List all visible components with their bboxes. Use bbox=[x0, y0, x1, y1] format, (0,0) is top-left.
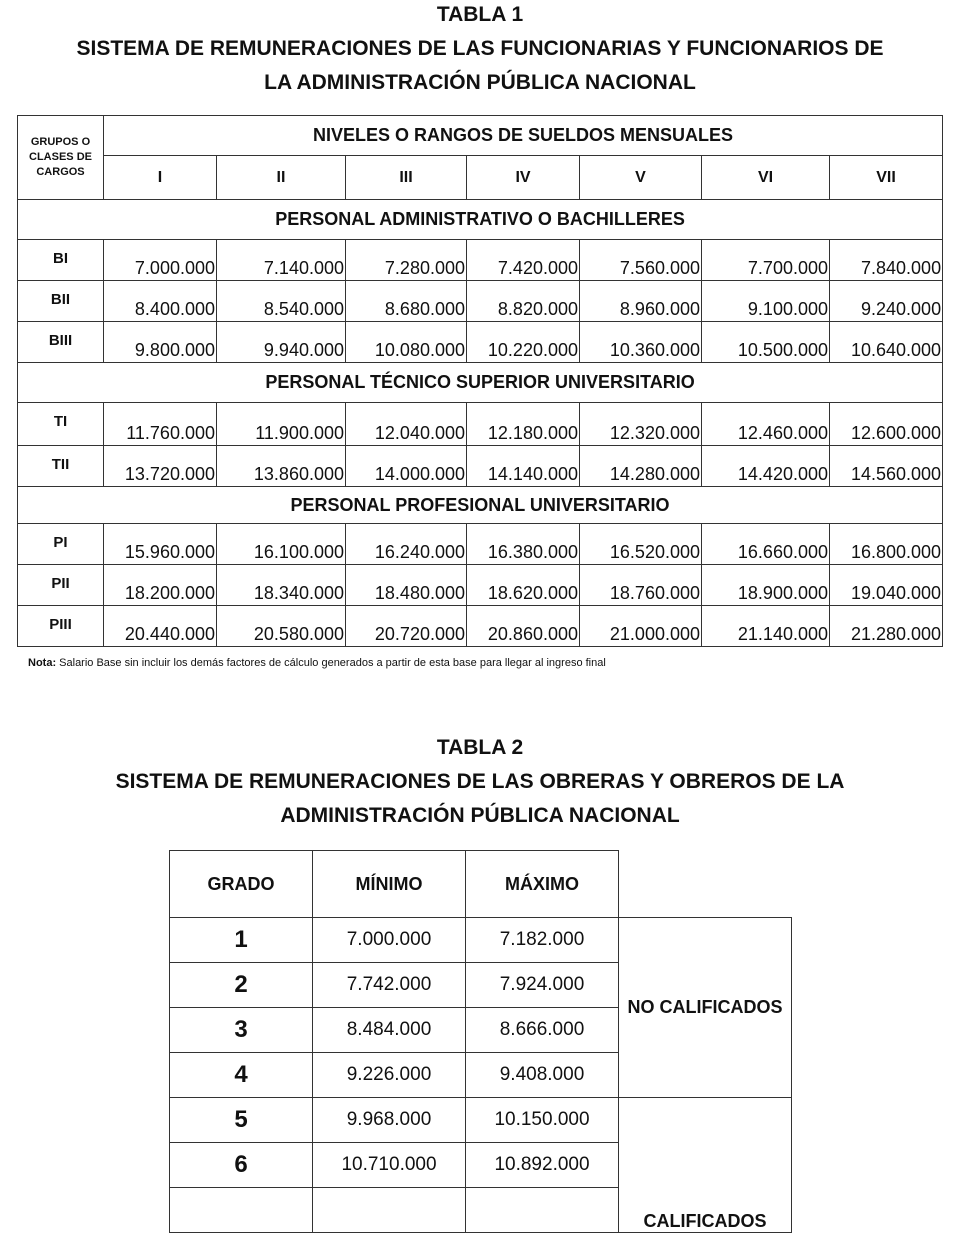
grado-cell: 6 bbox=[170, 1143, 313, 1188]
tabla2-title bbox=[0, 731, 960, 833]
maximo-cell bbox=[466, 1188, 619, 1233]
maximo-cell: 9.408.000 bbox=[466, 1053, 619, 1098]
salary-cell: 20.440.000 bbox=[104, 606, 217, 647]
tabla2-title-line: TABLA 2 bbox=[436, 736, 524, 759]
salary-cell: 19.040.000 bbox=[830, 565, 943, 606]
nivel-header: II bbox=[217, 156, 346, 200]
salary-cell: 10.220.000 bbox=[467, 322, 580, 363]
salary-cell: 10.080.000 bbox=[346, 322, 467, 363]
grado-cell: 2 bbox=[170, 963, 313, 1008]
salary-cell: 15.960.000 bbox=[104, 524, 217, 565]
blank-header-cell bbox=[619, 851, 792, 918]
grado-header: GRADO bbox=[170, 851, 313, 918]
section-header-tecnico: PERSONAL TÉCNICO SUPERIOR UNIVERSITARIO bbox=[18, 363, 943, 403]
salary-cell: 8.400.000 bbox=[104, 281, 217, 322]
salary-cell: 18.480.000 bbox=[346, 565, 467, 606]
nivel-header: I bbox=[104, 156, 217, 200]
minimo-cell: 9.226.000 bbox=[313, 1053, 466, 1098]
minimo-cell: 10.710.000 bbox=[313, 1143, 466, 1188]
row-label: TII bbox=[18, 446, 104, 487]
salary-cell: 8.820.000 bbox=[467, 281, 580, 322]
salary-cell: 11.760.000 bbox=[104, 403, 217, 446]
salary-cell: 20.580.000 bbox=[217, 606, 346, 647]
salary-cell: 16.100.000 bbox=[217, 524, 346, 565]
grupos-header bbox=[18, 116, 104, 200]
salary-cell: 7.280.000 bbox=[346, 240, 467, 281]
minimo-cell: 7.742.000 bbox=[313, 963, 466, 1008]
salary-cell: 9.100.000 bbox=[702, 281, 830, 322]
salary-cell: 12.460.000 bbox=[702, 403, 830, 446]
salary-cell: 7.700.000 bbox=[702, 240, 830, 281]
niveles-header: NIVELES O RANGOS DE SUELDOS MENSUALES bbox=[104, 116, 943, 156]
grado-cell: 4 bbox=[170, 1053, 313, 1098]
minimo-cell bbox=[313, 1188, 466, 1233]
salary-cell: 8.680.000 bbox=[346, 281, 467, 322]
salary-cell: 10.360.000 bbox=[580, 322, 702, 363]
salary-cell: 18.340.000 bbox=[217, 565, 346, 606]
tabla1-title bbox=[0, 0, 960, 100]
maximo-cell: 7.182.000 bbox=[466, 918, 619, 963]
salary-cell: 7.420.000 bbox=[467, 240, 580, 281]
row-label: PI bbox=[18, 524, 104, 565]
salary-cell: 21.000.000 bbox=[580, 606, 702, 647]
row-label: PIII bbox=[18, 606, 104, 647]
category-no-calificados: NO CALIFICADOS bbox=[619, 918, 792, 1098]
nivel-header: V bbox=[580, 156, 702, 200]
salary-cell: 14.000.000 bbox=[346, 446, 467, 487]
maximo-cell: 8.666.000 bbox=[466, 1008, 619, 1053]
footnote bbox=[28, 657, 606, 669]
maximo-cell: 10.150.000 bbox=[466, 1098, 619, 1143]
tabla2-title-line: ADMINISTRACIÓN PÚBLICA NACIONAL bbox=[280, 804, 680, 827]
salary-cell: 18.900.000 bbox=[702, 565, 830, 606]
grupos-header-line: GRUPOS O bbox=[30, 136, 91, 148]
minimo-cell: 9.968.000 bbox=[313, 1098, 466, 1143]
salary-cell: 10.640.000 bbox=[830, 322, 943, 363]
salary-cell: 9.800.000 bbox=[104, 322, 217, 363]
salary-cell: 16.240.000 bbox=[346, 524, 467, 565]
salary-cell: 9.240.000 bbox=[830, 281, 943, 322]
nivel-header: III bbox=[346, 156, 467, 200]
salary-cell: 7.560.000 bbox=[580, 240, 702, 281]
salary-cell: 14.140.000 bbox=[467, 446, 580, 487]
row-label: BIII bbox=[18, 322, 104, 363]
salary-cell: 12.040.000 bbox=[346, 403, 467, 446]
row-label: PII bbox=[18, 565, 104, 606]
grado-cell: 1 bbox=[170, 918, 313, 963]
maximo-cell: 7.924.000 bbox=[466, 963, 619, 1008]
grupos-header-line: CLASES DE bbox=[29, 151, 92, 163]
row-label: TI bbox=[18, 403, 104, 446]
minimo-cell: 8.484.000 bbox=[313, 1008, 466, 1053]
nivel-header: IV bbox=[467, 156, 580, 200]
salary-cell: 16.520.000 bbox=[580, 524, 702, 565]
salary-cell: 14.280.000 bbox=[580, 446, 702, 487]
salary-cell: 20.860.000 bbox=[467, 606, 580, 647]
tabla1-title-line: SISTEMA DE REMUNERACIONES DE LAS FUNCIONARIAS Y FUNCIONARIOS DE bbox=[76, 37, 884, 60]
nivel-header: VI bbox=[702, 156, 830, 200]
grado-cell: 3 bbox=[170, 1008, 313, 1053]
salary-cell: 7.840.000 bbox=[830, 240, 943, 281]
salary-cell: 16.380.000 bbox=[467, 524, 580, 565]
salary-cell: 13.860.000 bbox=[217, 446, 346, 487]
salary-cell: 7.000.000 bbox=[104, 240, 217, 281]
footnote-text: Salario Base sin incluir los demás factores de cálculo generados a partir de esta base para llegar al ingreso final bbox=[56, 657, 606, 669]
salary-cell: 18.760.000 bbox=[580, 565, 702, 606]
salary-cell: 10.500.000 bbox=[702, 322, 830, 363]
grado-cell: 5 bbox=[170, 1098, 313, 1143]
salary-cell: 14.560.000 bbox=[830, 446, 943, 487]
footnote-label: Nota: bbox=[28, 657, 57, 669]
salary-cell: 18.620.000 bbox=[467, 565, 580, 606]
minimo-cell: 7.000.000 bbox=[313, 918, 466, 963]
salary-cell: 8.540.000 bbox=[217, 281, 346, 322]
salary-cell: 12.180.000 bbox=[467, 403, 580, 446]
salary-cell: 16.660.000 bbox=[702, 524, 830, 565]
maximo-header: MÁXIMO bbox=[466, 851, 619, 918]
salary-cell: 21.140.000 bbox=[702, 606, 830, 647]
salary-cell: 7.140.000 bbox=[217, 240, 346, 281]
salary-cell: 12.320.000 bbox=[580, 403, 702, 446]
salary-cell: 12.600.000 bbox=[830, 403, 943, 446]
section-header-profesional: PERSONAL PROFESIONAL UNIVERSITARIO bbox=[18, 487, 943, 524]
section-header-administrativo: PERSONAL ADMINISTRATIVO O BACHILLERES bbox=[18, 200, 943, 240]
salary-cell: 13.720.000 bbox=[104, 446, 217, 487]
maximo-cell: 10.892.000 bbox=[466, 1143, 619, 1188]
salary-cell: 14.420.000 bbox=[702, 446, 830, 487]
nivel-header: VII bbox=[830, 156, 943, 200]
salary-cell: 8.960.000 bbox=[580, 281, 702, 322]
grado-cell bbox=[170, 1188, 313, 1233]
salary-cell: 16.800.000 bbox=[830, 524, 943, 565]
tabla1-title-line: LA ADMINISTRACIÓN PÚBLICA NACIONAL bbox=[264, 71, 696, 94]
category-calificados: CALIFICADOS bbox=[619, 1098, 792, 1233]
tabla1-title-line: TABLA 1 bbox=[436, 3, 524, 26]
salary-table-obreros bbox=[169, 850, 792, 1233]
salary-cell: 18.200.000 bbox=[104, 565, 217, 606]
tabla2-title-line: SISTEMA DE REMUNERACIONES DE LAS OBRERAS Y OBREROS DE LA bbox=[115, 770, 845, 793]
salary-cell: 11.900.000 bbox=[217, 403, 346, 446]
minimo-header: MÍNIMO bbox=[313, 851, 466, 918]
row-label: BI bbox=[18, 240, 104, 281]
salary-cell: 9.940.000 bbox=[217, 322, 346, 363]
salary-cell: 20.720.000 bbox=[346, 606, 467, 647]
salary-table-funcionarios bbox=[17, 115, 943, 647]
grupos-header-line: CARGOS bbox=[36, 166, 85, 178]
row-label: BII bbox=[18, 281, 104, 322]
salary-cell: 21.280.000 bbox=[830, 606, 943, 647]
